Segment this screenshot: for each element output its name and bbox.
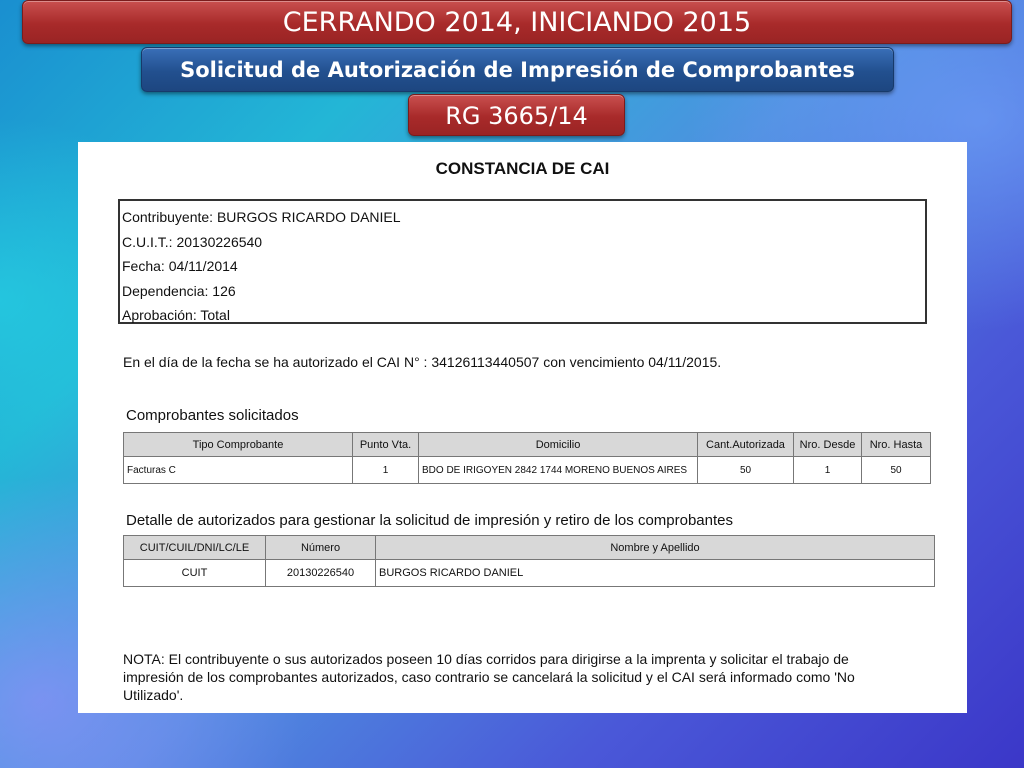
hasta-cell: 50	[862, 457, 931, 484]
table-header-row	[124, 536, 935, 560]
column-header: Tipo Comprobante	[124, 433, 353, 457]
title-banner: CERRANDO 2014, INICIANDO 2015	[22, 0, 1012, 44]
cantidad-cell: 50	[698, 457, 794, 484]
column-header: Domicilio	[419, 433, 698, 457]
comprobantes-section-title: Comprobantes solicitados	[126, 407, 299, 424]
document-title: CONSTANCIA DE CAI	[435, 159, 610, 178]
doc-type-cell: CUIT	[124, 560, 266, 587]
tipo-cell: Facturas C	[124, 457, 353, 484]
column-header: Nro. Desde	[794, 433, 862, 457]
contribuyente-line: Contribuyente: BURGOS RICARDO DANIEL	[122, 209, 401, 225]
autorizados-section-title: Detalle de autorizados para gestionar la solicitud de impresión y retiro de los comprobantes	[126, 512, 733, 529]
cai-statement: En el día de la fecha se ha autorizado el CAI N° : 34126113440507 con vencimiento 04/11/2015.	[123, 354, 722, 370]
table-row	[124, 457, 931, 484]
table-header-row	[124, 433, 931, 457]
aprobacion-line: Aprobación: Total	[122, 307, 230, 323]
nota-text: NOTA: El contribuyente o sus autorizados poseen 10 días corridos para dirigirse a la imprenta y solicitar el trabajo de impresión de los comprobantes autorizados, caso contrario se cancelará la solicitud y el CAI será informado como 'No Utilizado'.	[123, 651, 855, 703]
desde-cell: 1	[794, 457, 862, 484]
column-header: CUIT/CUIL/DNI/LC/LE	[124, 536, 266, 560]
fecha-line: Fecha: 04/11/2014	[122, 258, 238, 274]
comprobantes-table	[123, 432, 931, 484]
nombre-cell: BURGOS RICARDO DANIEL	[376, 560, 935, 587]
autorizados-table	[123, 535, 935, 587]
taxpayer-info-box	[118, 199, 927, 324]
column-header: Nombre y Apellido	[376, 536, 935, 560]
resolution-banner: RG 3665/14	[408, 94, 625, 136]
cuit-line: C.U.I.T.: 20130226540	[122, 233, 263, 250]
column-header: Nro. Hasta	[862, 433, 931, 457]
numero-cell: 20130226540	[266, 560, 376, 587]
column-header: Número	[266, 536, 376, 560]
dependencia-line: Dependencia: 126	[122, 282, 236, 299]
subtitle-banner: Solicitud de Autorización de Impresión de Comprobantes	[141, 47, 894, 92]
table-row	[124, 560, 935, 587]
column-header: Punto Vta.	[353, 433, 419, 457]
domicilio-cell: BDO DE IRIGOYEN 2842 1744 MORENO BUENOS AIRES	[419, 457, 698, 484]
column-header: Cant.Autorizada	[698, 433, 794, 457]
punto-cell: 1	[353, 457, 419, 484]
cai-certificate	[78, 142, 967, 713]
